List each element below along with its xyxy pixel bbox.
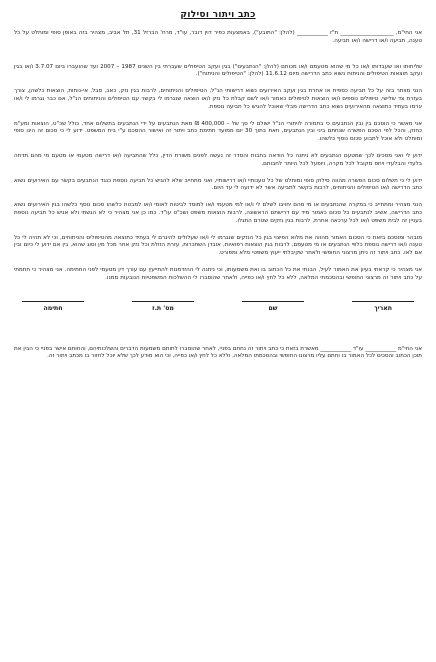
signature-field-id[interactable] bbox=[132, 299, 194, 312]
signature-label-date: תאריך bbox=[374, 304, 392, 312]
signature-field-date[interactable] bbox=[352, 299, 414, 312]
signature-field-name[interactable] bbox=[242, 299, 304, 312]
attorney-attestation: אני החי"מ ___________ עו"ד ___________ מאשרת בזאת כי כתב ויתור זה נחתם בפניי, לאחר שהוסברו לחותם משמעות הדברים והשלכותיהם, והחותם אישר בפניי כי הבין את תוכן הכתוב והסכים לכל האמור בו וחתם עליו מרצונו החופשי ובהסכמתו המלאה, וללא כל לחץ ו/או כפייה, וכי הוא מודע לכך שלא יוכל לחזור בו מכתב ויתור זה. bbox=[14, 345, 422, 360]
paragraph-4: אני מאשר כי הוסכם בין ובין הנתבעים כי בתמורה לויתורי הנ"ל ישולם לי סך של – 400,000 ₪ מאת הנתבעים על ידי הנתבעים בתשלום אחד, כולל שכ"ט, הוצאות ומע"מ כחוק, והכל לפי הסכם הפשרה שנחתם ביני ובין הנתבעים, וזאת בתוך 30 יום ממועד חתימת כתב ויתור זה ואישור ההסכם ע"י בית המשפט. ידוע לי כי סכום זה הינו סופי ומוחלט ולא אוכל לתבוע סכום נוסף כלשהו. bbox=[14, 120, 422, 143]
signature-line bbox=[132, 299, 194, 302]
paragraph-3: הנני מוותר בזה על כל תביעה כספית או אחרת בגין ועקב האירועים נשוא דרישותי הנ"ל, הטיפולים והניתוחים, לרבות בגין נזק, כאב, סבל, אי-נוחות, הוצאות כלשהן, צורך בעזרת צד שלישי, טיפולים נוספים ו/או הוצאות לטיפולים כאמור ו/או לשם קבלת כל נזק ו/או הוצאה שנגרמו לי בקשר עם הטיפולים והניתוחים הנ"ל, אם כבר נגרמו לי ו/או יגרמו בעתיד כתוצאה מהאירועים נשוא כתב הדרישה מבלי שאוכל להגיש כל תביעה נוספת. bbox=[14, 88, 422, 110]
document-title: כתב ויתור וסילוק bbox=[180, 10, 256, 20]
paragraph-8: מובהר ומוסכם בזאת כי הסכום האמור מהווה את מלוא הפיצוי בגין כל הנזקים שנגרמו לי ו/או שעלולים להיגרם לי בעתיד כתוצאה מהטיפולים והניתוחים, וכי לא תהיה לי כל טענה ו/או דרישה נוספת כלפי הנתבעים או מי מטעמם, לרבות בגין הוצאות רפואיות, אובדן השתכרות, עזרת הזולת וכל נזק אחר מכל מין וסוג שהוא, בין אם ידוע לי כיום ובין אם לאו. כתב ויתור זה ניתן מרצוני החופשי ולאחר שקיבלתי ייעוץ משפטי מלא ומפורט. bbox=[14, 234, 422, 257]
paragraph-2: שליחותו ואו שעבדותו ו/או כל מי שהוא מטעמם ו/או מכוחם (להלן: "הנתבעים") בגין ועקב הטיפולים שעברתי בין השנים 1987 – 2007 ועד שהועברו ביום 3.7.07 ו/או בגין ועקב תוצאות הטיפולים והניתוח נשוא כתב הדרישה מיום 11.6.12 (להלן: "הטיפולים והניתוח"). bbox=[14, 63, 422, 78]
paragraph-6: ידוע לי כי תשלום סכום הפשרה מהווה סילוק סופי ומוחלט של כל טענותיי ו/או דרישותיי, ואני מתחייב שלא להגיש כל תביעה נוספת כנגד הנתבעים בקשר עם האירועים נשוא כתב הדרישה ו/או הטיפולים והניתוחים, לרבות בקשר לתביעה אשר לא ידועה לי עד היום. bbox=[14, 177, 422, 192]
signature-line bbox=[22, 299, 84, 302]
signature-label-id: מס' ת.ז bbox=[152, 304, 174, 312]
paragraph-9: אני מצהיר כי קראתי בעיון את האמור לעיל, הבנתי את כל הכתוב בו ואת משמעותו, וכי ניתנה לי ההזדמנות להתייעץ עם עורך דין מטעמי לפני החתימה. אני מצהיר כי חתמתי על כתב ויתור זה מרצוני החופשי ובהסכמתי המלאה, ללא כל לחץ ו/או כפייה, ולאחר שהוסברו לי ההשלכות המשפטיות הנובעות ממנו. bbox=[14, 266, 422, 281]
signature-label-signature: חתימה bbox=[43, 304, 63, 312]
signature-line bbox=[352, 299, 414, 302]
paragraph-1: אני החי"מ, ___________________ ת"ז ___________ (להלן: "התובע"), באמצעות כפיר דוין דובר, עו"ד, מרח' הברזל 31, תל אביב, מצהיר בזה באופן סופי ומוחלט על כל טענה, תביעה ו/או דרישה ו/או תביעה. bbox=[14, 30, 422, 44]
signature-line bbox=[242, 299, 304, 302]
paragraph-5: ידוע לי ואני מסכים לכך שמטעם הנתבעים לא ניתנה כל הודאה בחבות והסדר זה נעשה לפנים משורת הדין, כלל שהתביעה ו/או דרישה מטעמי או מטעם מי מהם תדחה בלעדי והבלעדי ויחס מקובל לכל מקרה, ויופעל לכל היותר לחבותם. bbox=[14, 152, 422, 167]
signature-field-signature[interactable] bbox=[22, 299, 84, 312]
paragraph-7: הנני מצהיר ומתחייב כי במקרה שהנתבעים או מי מהם יחויבו לשלם לי ו/או למי מטעמי ו/או למוסד לביטוח לאומי ו/או למבטח כלשהו סכום נוסף כלשהו בגין האירועים נשוא כתב הדרישה, אשיב לנתבעים כל סכום כאמור מיד עם דרישתם הראשונה, לרבות הוצאות משפט ושכ"ט עו"ד. כמו כן אני מצהיר כי לא הגשתי ולא אגיש כל תביעה נוספת בעניין זה לבית משפט ו/או לכל ערכאה אחרת, לרבות בגין נזקים שטרם התגלו. bbox=[14, 202, 422, 224]
signature-label-name: שם bbox=[268, 304, 278, 312]
signature-row bbox=[14, 299, 422, 312]
